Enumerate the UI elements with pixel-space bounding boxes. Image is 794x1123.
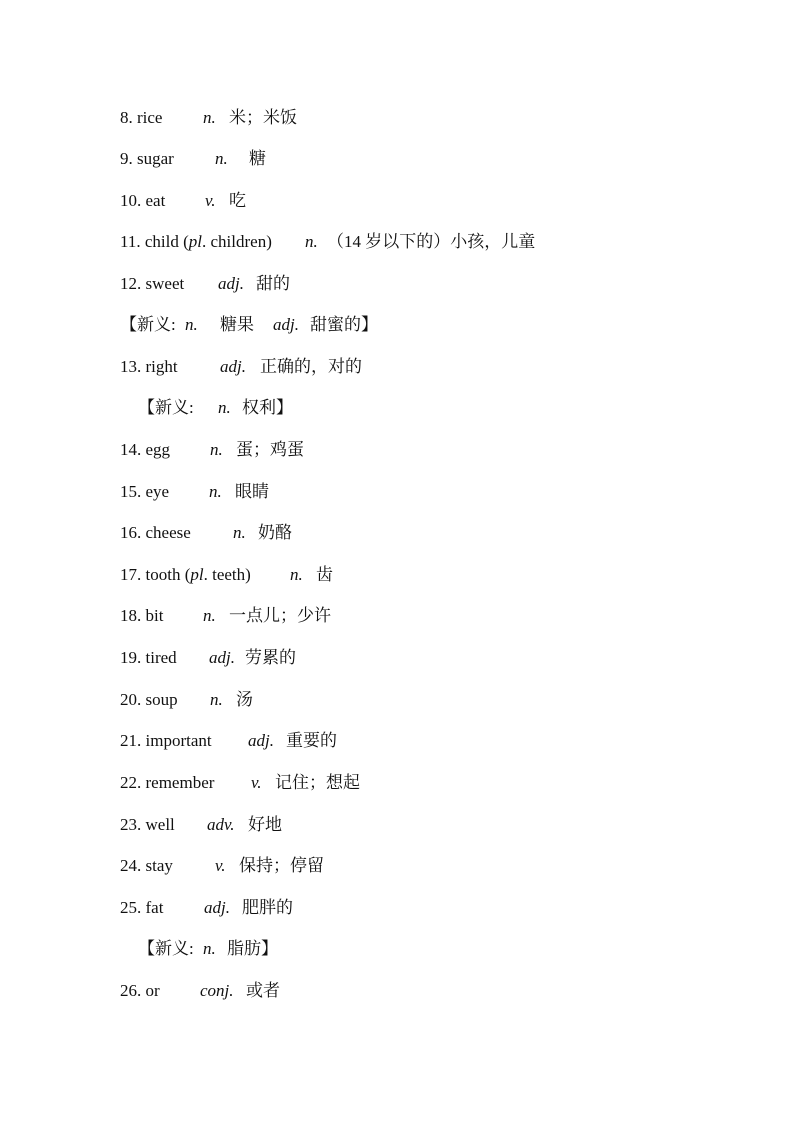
entry-word: 18. bit bbox=[120, 606, 164, 625]
note-meaning: 权利】 bbox=[242, 398, 293, 417]
note-part-of-speech: n. bbox=[185, 315, 198, 334]
entry-word: 12. sweet bbox=[120, 274, 185, 293]
entry-meaning: 蛋；鸡蛋 bbox=[236, 440, 304, 459]
entry-part-of-speech: v. bbox=[215, 856, 226, 875]
entry-word: 25. fat bbox=[120, 898, 164, 917]
note-part-of-speech: adj. bbox=[273, 315, 299, 334]
note-meaning: 糖果 bbox=[220, 315, 254, 334]
entry-word: 13. right bbox=[120, 357, 178, 376]
entry-part-of-speech: adj. bbox=[209, 648, 235, 667]
entry-word: 14. egg bbox=[120, 440, 171, 459]
entry-meaning: 汤 bbox=[236, 690, 253, 709]
entry-part-of-speech: n. bbox=[203, 606, 216, 625]
entry-word: 24. stay bbox=[120, 856, 173, 875]
note-label: 【新义: bbox=[138, 398, 194, 417]
entry-word bbox=[120, 563, 251, 587]
entry-part-of-speech: n. bbox=[203, 108, 216, 127]
entry-word: 19. tired bbox=[120, 648, 177, 667]
entry-meaning: 正确的，对的 bbox=[260, 357, 362, 376]
entry-meaning: 一点儿；少许 bbox=[229, 606, 331, 625]
entry-word-prefix: 17. tooth ( bbox=[120, 565, 191, 584]
entry-part-of-speech: n. bbox=[290, 565, 303, 584]
entry-part-of-speech: n. bbox=[215, 149, 228, 168]
entry-meaning: 奶酪 bbox=[258, 523, 292, 542]
entry-word: 9. sugar bbox=[120, 149, 174, 168]
entry-meaning: 齿 bbox=[316, 565, 333, 584]
entry-part-of-speech: n. bbox=[305, 232, 318, 251]
entry-word: 15. eye bbox=[120, 482, 170, 501]
entry-word: 26. or bbox=[120, 981, 160, 1000]
note-part-of-speech: n. bbox=[218, 398, 231, 417]
entry-meaning: 吃 bbox=[229, 191, 246, 210]
entry-part-of-speech: n. bbox=[210, 440, 223, 459]
entry-word: 23. well bbox=[120, 815, 175, 834]
entry-word: 22. remember bbox=[120, 773, 215, 792]
note-meaning: 甜蜜的】 bbox=[310, 315, 378, 334]
entry-word: 16. cheese bbox=[120, 523, 191, 542]
note-meaning: 脂肪】 bbox=[227, 939, 278, 958]
entry-part-of-speech: adv. bbox=[207, 815, 235, 834]
entry-meaning: 眼睛 bbox=[235, 482, 269, 501]
entry-part-of-speech: v. bbox=[205, 191, 216, 210]
entry-part-of-speech: n. bbox=[233, 523, 246, 542]
entry-part-of-speech: adj. bbox=[220, 357, 246, 376]
entry-word: 21. important bbox=[120, 731, 212, 750]
entry-meaning: 米；米饭 bbox=[229, 108, 297, 127]
entry-word: 10. eat bbox=[120, 191, 166, 210]
entry-part-of-speech: n. bbox=[210, 690, 223, 709]
entry-meaning: 糖 bbox=[249, 149, 266, 168]
entry-meaning: 重要的 bbox=[286, 731, 337, 750]
entry-plural-abbr: pl bbox=[190, 565, 204, 584]
entry-part-of-speech: conj. bbox=[200, 981, 234, 1000]
entry-part-of-speech: n. bbox=[209, 482, 222, 501]
entry-word-suffix: . children) bbox=[202, 232, 272, 251]
entry-part-of-speech: adj. bbox=[248, 731, 274, 750]
entry-meaning: 甜的 bbox=[256, 274, 290, 293]
note-label: 【新义: bbox=[138, 939, 194, 958]
note-part-of-speech: n. bbox=[203, 939, 216, 958]
entry-part-of-speech: v. bbox=[251, 773, 262, 792]
entry-word-suffix: . teeth) bbox=[203, 565, 251, 584]
entry-meaning: 劳累的 bbox=[245, 648, 296, 667]
entry-meaning: 记住；想起 bbox=[275, 773, 360, 792]
entry-meaning: （14 岁以下的）小孩，儿童 bbox=[327, 232, 536, 251]
entry-word-prefix: 11. child ( bbox=[120, 232, 189, 251]
entry-meaning: 或者 bbox=[246, 981, 280, 1000]
entry-meaning: 肥胖的 bbox=[242, 898, 293, 917]
entry-meaning: 保持；停留 bbox=[239, 856, 324, 875]
entry-word: 20. soup bbox=[120, 690, 178, 709]
entry-word bbox=[120, 230, 272, 254]
entry-part-of-speech: adj. bbox=[204, 898, 230, 917]
note-label: 【新义: bbox=[120, 315, 176, 334]
entry-meaning: 好地 bbox=[248, 815, 282, 834]
entry-plural-abbr: pl bbox=[188, 232, 203, 251]
entry-part-of-speech: adj. bbox=[218, 274, 244, 293]
entry-word: 8. rice bbox=[120, 108, 163, 127]
